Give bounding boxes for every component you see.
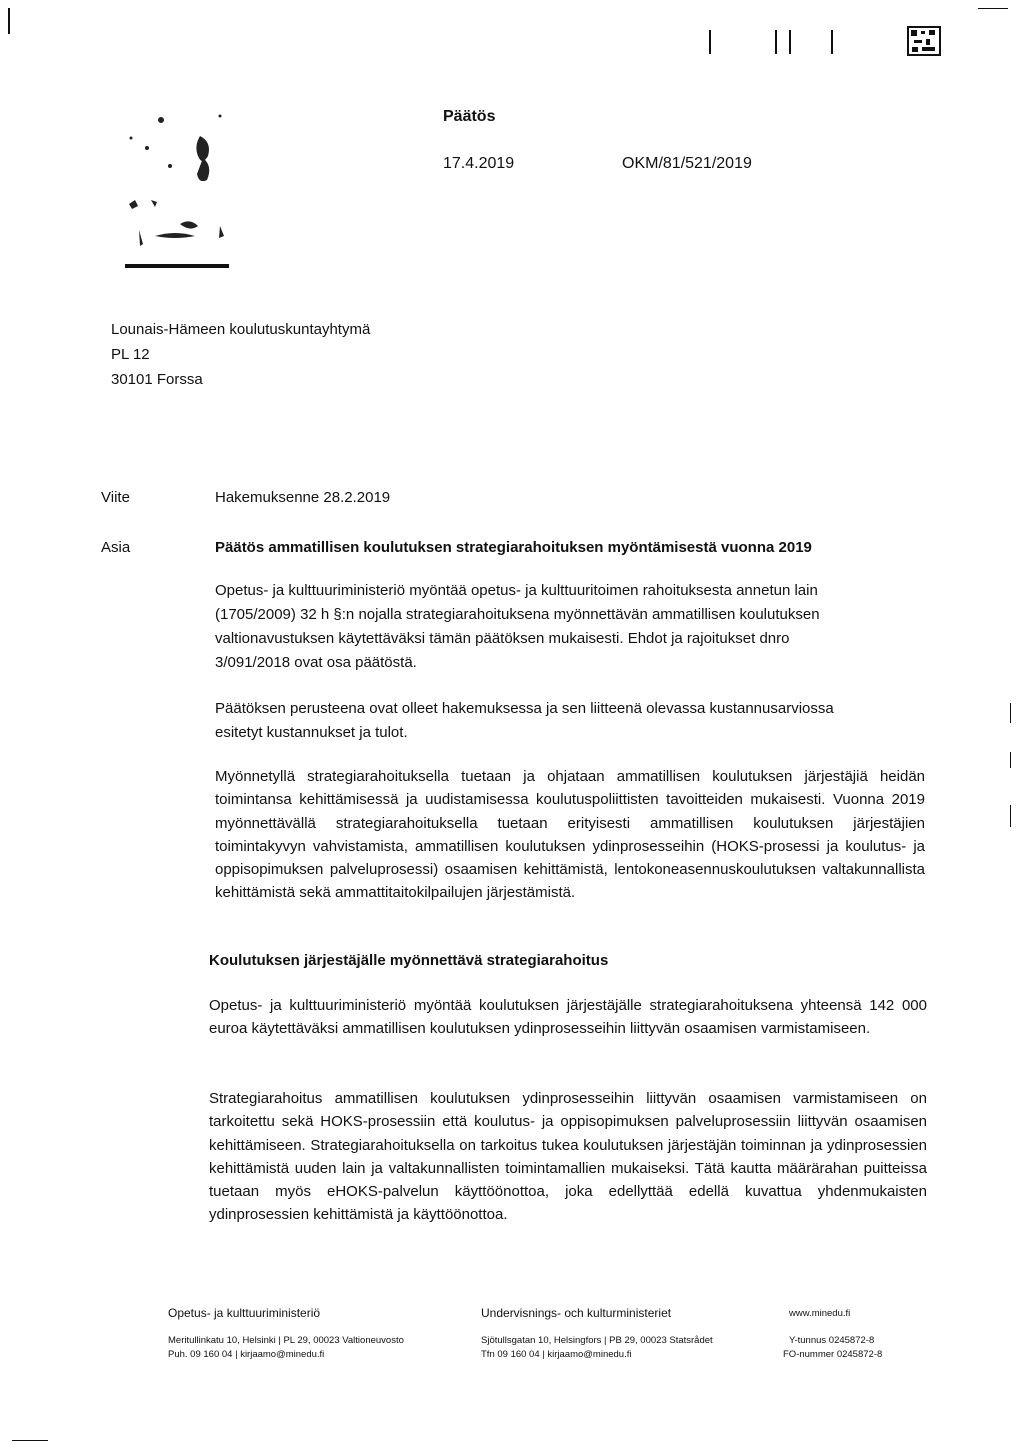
coat-of-arms-logo [125,106,230,271]
diary-number: OKM/81/521/2019 [622,155,752,172]
paragraph-1-line: 3/091/2018 ovat osa päätöstä. [215,654,417,671]
footer-business-id: Y-tunnus 0245872-8 [789,1335,875,1346]
barcode-bar [789,30,791,54]
paragraph-1-line: (1705/2009) 32 h §:n nojalla strategiarahoituksena myönnettävän ammatillisen koulutuksen [215,606,820,623]
recipient-name: Lounais-Hämeen koulutuskuntayhtymä [111,321,371,338]
scan-mark [12,1440,48,1441]
footer-phone-fi: Puh. 09 160 04 | kirjaamo@minedu.fi [168,1349,325,1360]
scan-mark [1010,805,1011,827]
reference-label: Viite [101,489,130,506]
paragraph-4: Opetus- ja kulttuuriministeriö myöntää koulutuksen järjestäjälle strategiarahoituksena yhteensä 142 000 euroa käytettäväksi ammatillisen koulutuksen ydinprosesseihin liittyvän osaamisen varmistamiseen. [209,997,927,1038]
scan-mark [1010,703,1011,723]
paragraph-5: Strategiarahoitus ammatillisen koulutuksen ydinprosesseihin liittyvän osaamisen varmistamiseen on tarkoitettu sekä HOKS-prosessiin että koulutus- ja oppisopimuksen palveluprosessiin liittyvän osaamisen kehittämiseen. Strategiarahoituksella on tarkoitus tukea koulutuksen järjestäjän toiminnan ja ydinprosessien kehittämistä uuden lain ja valtakunnallisten toimintamallien mukaiseksi. Tätä kautta määrärahan puitteissa tuetaan myös eHOKS-palvelun käyttöönottoa, joka edellyttää edellä kuvattua yhdenmukaisten ydinprosessien kehittämistä ja käyttöönottoa. [209,1090,927,1224]
qr-code-icon [907,26,941,56]
barcode-bar [709,30,711,54]
footer-address-fi: Meritullinkatu 10, Helsinki | PL 29, 00023 Valtioneuvosto [168,1335,404,1346]
scan-mark [1010,752,1011,768]
subject-label: Asia [101,539,131,556]
scan-mark [978,8,1008,9]
reference-value: Hakemuksenne 28.2.2019 [215,489,391,506]
barcode-bar [775,30,777,54]
recipient-postal: 30101 Forssa [111,371,203,388]
footer-ministry-sv: Undervisnings- och kulturministeriet [481,1306,672,1320]
subject-value: Päätös ammatillisen koulutuksen strategiarahoituksen myöntämisestä vuonna 2019 [215,539,812,556]
scan-mark [8,8,10,34]
section-heading: Koulutuksen järjestäjälle myönnettävä strategiarahoitus [209,952,609,969]
barcode-bar [831,30,833,54]
paragraph-1-line: valtionavustuksen käytettäväksi tämän päätöksen mukaisesti. Ehdot ja rajoitukset dnro [215,630,790,647]
footer-ministry-fi: Opetus- ja kulttuuriministeriö [168,1306,321,1320]
paragraph-3: Myönnetyllä strategiarahoituksella tuetaan ja ohjataan ammatillisen koulutuksen järjestäjiä heidän toimintansa kehittämisessä ja uudistamisessa koulutuspoliittisten tavoitteiden mukaisesti. Vuonna 2019 myönnettävällä strategiarahoituksella tuetaan erityisesti ammatillisen koulutuksen järjestäjien toimintakyvyn vahvistamista, ammatillisen koulutuksen ydinprosesseihin (HOKS-prosessi ja koulutus- ja oppisopimuksen palveluprosessi) osaamisen kehittämistä, lentokoneasennuskoulutuksen valtakunnallista kehittämistä sekä ammattitaitokilpailujen järjestämistä. [215,768,925,902]
paragraph-2-line: Päätöksen perusteena ovat olleet hakemuksessa ja sen liitteenä olevassa kustannusarviossa [215,700,834,717]
recipient-po-box: PL 12 [111,346,150,363]
paragraph-1-line: Opetus- ja kulttuuriministeriö myöntää opetus- ja kulttuuritoimen rahoituksesta annetun lain [215,582,818,599]
footer-phone-sv: Tfn 09 160 04 | kirjaamo@minedu.fi [481,1349,632,1360]
footer-website[interactable]: www.minedu.fi [789,1308,851,1319]
footer-org-number: FO-nummer 0245872-8 [783,1349,883,1360]
footer-address-sv: Sjötullsgatan 10, Helsingfors | PB 29, 00023 Statsrådet [481,1335,713,1346]
document-type: Päätös [443,108,496,125]
paragraph-2-line: esitetyt kustannukset ja tulot. [215,724,408,741]
document-date: 17.4.2019 [443,155,515,172]
